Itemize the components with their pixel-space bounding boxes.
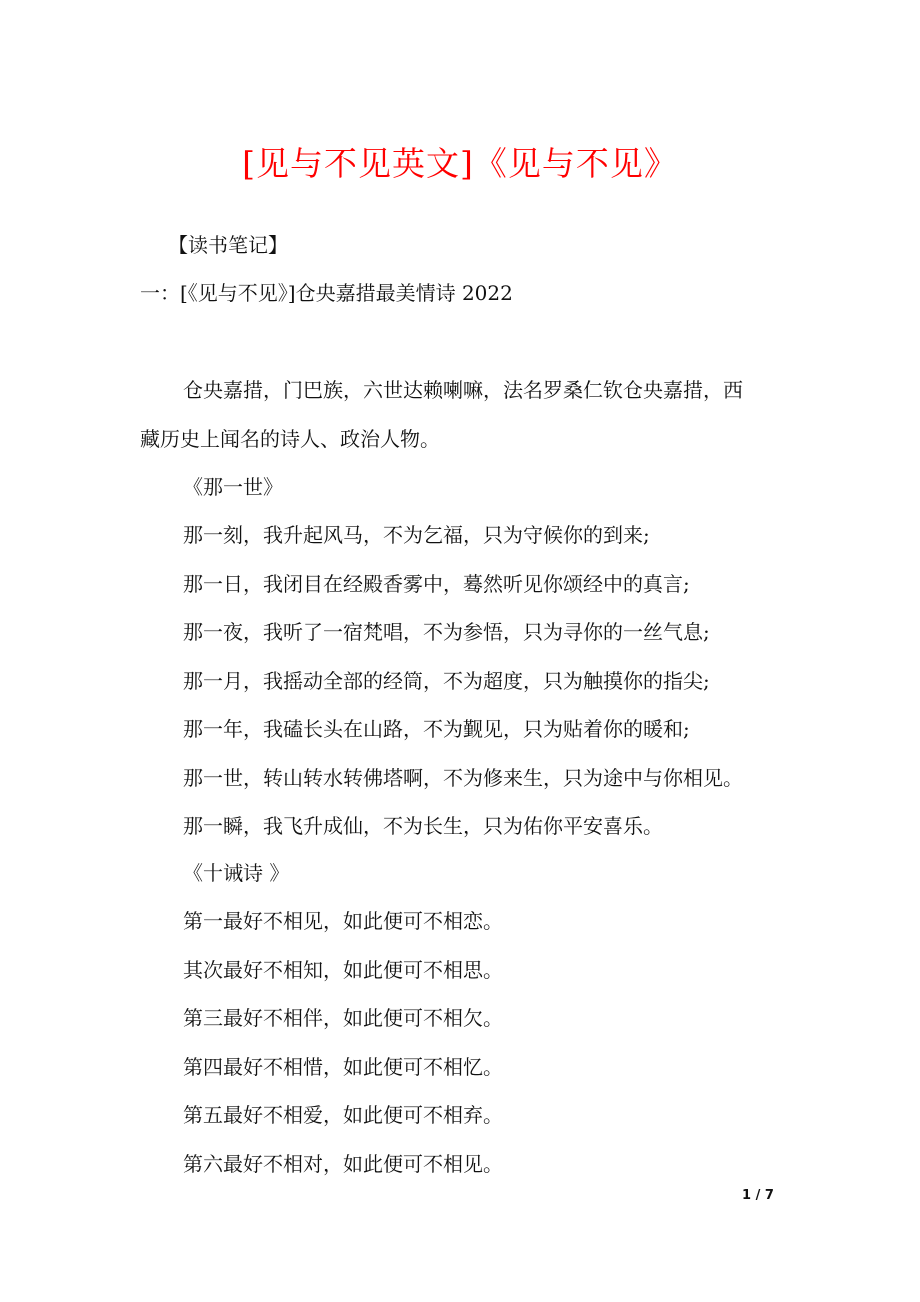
poem1-line: 那一月，我摇动全部的经筒，不为超度，只为触摸你的指尖; bbox=[183, 669, 710, 693]
poem2-line: 第四最好不相惜，如此便可不相忆。 bbox=[183, 1055, 503, 1079]
subheading: 一：[《见与不见》]仓央嘉措最美情诗 2022 bbox=[140, 281, 513, 305]
poem1-line: 那一刻，我升起风马，不为乞福，只为守候你的到来; bbox=[183, 523, 650, 547]
poem2-line: 第五最好不相爱，如此便可不相弃。 bbox=[183, 1103, 503, 1127]
poem2-line: 第一最好不相见，如此便可不相恋。 bbox=[183, 909, 503, 933]
section-label: 【读书笔记】 bbox=[168, 233, 288, 257]
poem1-line: 那一日，我闭目在经殿香雾中，蓦然听见你颂经中的真言; bbox=[183, 572, 690, 596]
poem1-line: 那一夜，我听了一宿梵唱，不为参悟，只为寻你的一丝气息; bbox=[183, 620, 710, 644]
poem1-line: 那一年，我磕长头在山路，不为觐见，只为贴着你的暖和; bbox=[183, 717, 690, 741]
poem1-title: 《那一世》 bbox=[183, 475, 283, 499]
poem1-line: 那一世，转山转水转佛塔啊，不为修来生，只为途中与你相见。 bbox=[183, 766, 743, 790]
intro-line-1: 仓央嘉措，门巴族，六世达赖喇嘛，法名罗桑仁钦仓央嘉措，西 bbox=[183, 378, 743, 402]
poem2-line: 第六最好不相对，如此便可不相见。 bbox=[183, 1152, 503, 1176]
poem1-line: 那一瞬，我飞升成仙，不为长生，只为佑你平安喜乐。 bbox=[183, 814, 663, 838]
intro-line-2: 藏历史上闻名的诗人、政治人物。 bbox=[140, 427, 440, 451]
poem2-line: 其次最好不相知，如此便可不相思。 bbox=[183, 958, 503, 982]
poem2-title: 《十诫诗 》 bbox=[183, 861, 290, 885]
page-number: 1 / 7 bbox=[742, 1188, 774, 1203]
poem2-line: 第三最好不相伴，如此便可不相欠。 bbox=[183, 1006, 503, 1030]
document-title: [见与不见英文]《见与不见》 bbox=[242, 144, 678, 183]
